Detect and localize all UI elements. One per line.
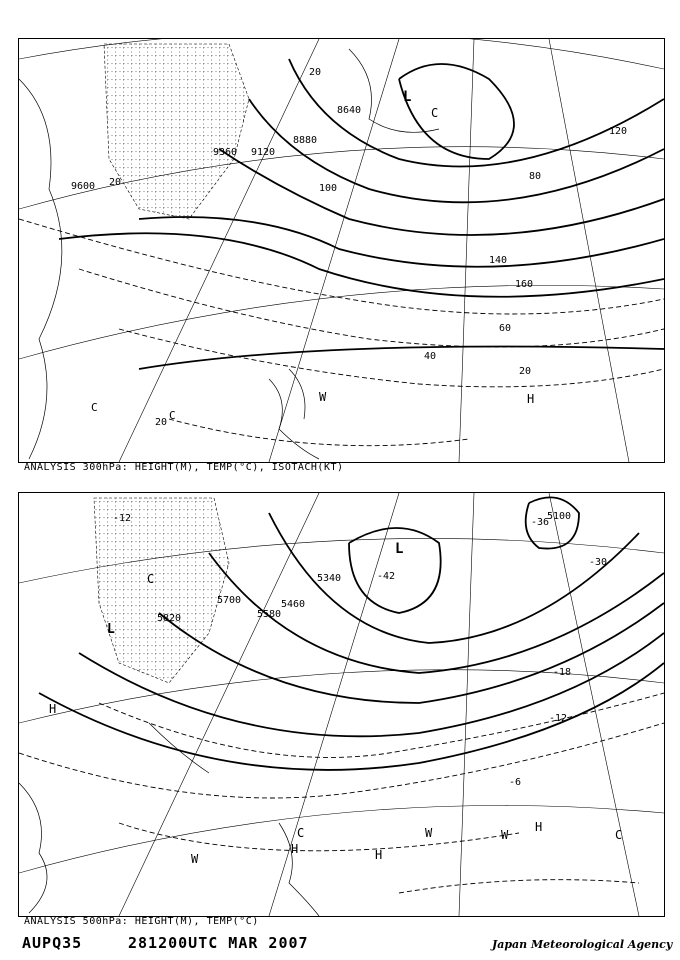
bulletin-code: AUPQ35 (22, 934, 83, 952)
height-label: 5820 (157, 613, 182, 624)
coastline (19, 723, 319, 916)
panel-caption-300hpa: ANALYSIS 300hPa: HEIGHT(M), TEMP(°C), ISOTACH(KT) (24, 462, 344, 473)
isotach-label: 20 (519, 366, 532, 377)
height-label: 5340 (317, 573, 342, 584)
pressure-center-warm: W (425, 826, 433, 840)
pressure-center-high: H (527, 392, 535, 406)
height-label: 8640 (337, 105, 362, 116)
pressure-center-warm: W (191, 852, 199, 866)
valid-time: 281200UTC MAR 2007 (128, 934, 309, 952)
isotach-label: 160 (515, 279, 534, 290)
height-label: 5460 (281, 599, 306, 610)
pressure-center-high: H (535, 820, 543, 834)
isotach-contours (19, 219, 664, 446)
pressure-center-high: H (375, 848, 383, 862)
map-panel-300hpa (18, 38, 665, 463)
isotach-label: 60 (499, 323, 512, 334)
height-label: 5100 (547, 511, 572, 522)
pressure-center-cold: C (297, 826, 305, 840)
temperature-label: -6 (509, 777, 522, 788)
height-label: 8880 (293, 135, 318, 146)
agency-credit: Japan Meteorological Agency (492, 938, 673, 951)
temperature-contours (19, 693, 664, 893)
isotach-label: 140 (489, 255, 508, 266)
temperature-label: -18 (553, 667, 572, 678)
height-label: 9360 (213, 147, 238, 158)
isotach-label: 80 (529, 171, 542, 182)
panel-caption-500hpa: ANALYSIS 500hPa: HEIGHT(M), TEMP(°C) (24, 916, 259, 927)
pressure-center-warm: W (501, 828, 509, 842)
isotach-label: 100 (319, 183, 338, 194)
terrain-hatch (94, 498, 229, 683)
pressure-center-warm: W (319, 390, 327, 404)
pressure-center-high: H (291, 842, 299, 856)
terrain-hatch (104, 44, 249, 219)
temperature-label: -12 (113, 513, 132, 524)
contour-label: 20 (109, 177, 122, 188)
isotach-label: 120 (609, 126, 628, 137)
pressure-center-cold: C (431, 106, 439, 120)
pressure-center-high: H (49, 702, 57, 716)
map-panel-500hpa (18, 492, 665, 917)
contour-label: 20 (155, 417, 168, 428)
map-500hpa-canvas (19, 493, 664, 916)
height-label: 9120 (251, 147, 276, 158)
map-300hpa-canvas (19, 39, 664, 462)
pressure-center-cold: C (169, 409, 176, 422)
temperature-label: -42 (377, 571, 396, 582)
pressure-center-cold: C (91, 401, 98, 414)
contour-label: 20 (309, 67, 322, 78)
pressure-center-cold: C (147, 572, 155, 586)
temperature-label: -30 (589, 557, 608, 568)
temperature-label: -12 (549, 713, 568, 724)
height-label: 5700 (217, 595, 242, 606)
height-label: 9600 (71, 181, 96, 192)
temperature-label: -36 (531, 517, 550, 528)
height-label: 5580 (257, 609, 282, 620)
isotach-label: 40 (424, 351, 437, 362)
pressure-center-low: L (403, 89, 412, 105)
pressure-center-low: L (107, 622, 115, 637)
pressure-center-low: L (395, 541, 404, 557)
pressure-center-cold: C (615, 828, 623, 842)
